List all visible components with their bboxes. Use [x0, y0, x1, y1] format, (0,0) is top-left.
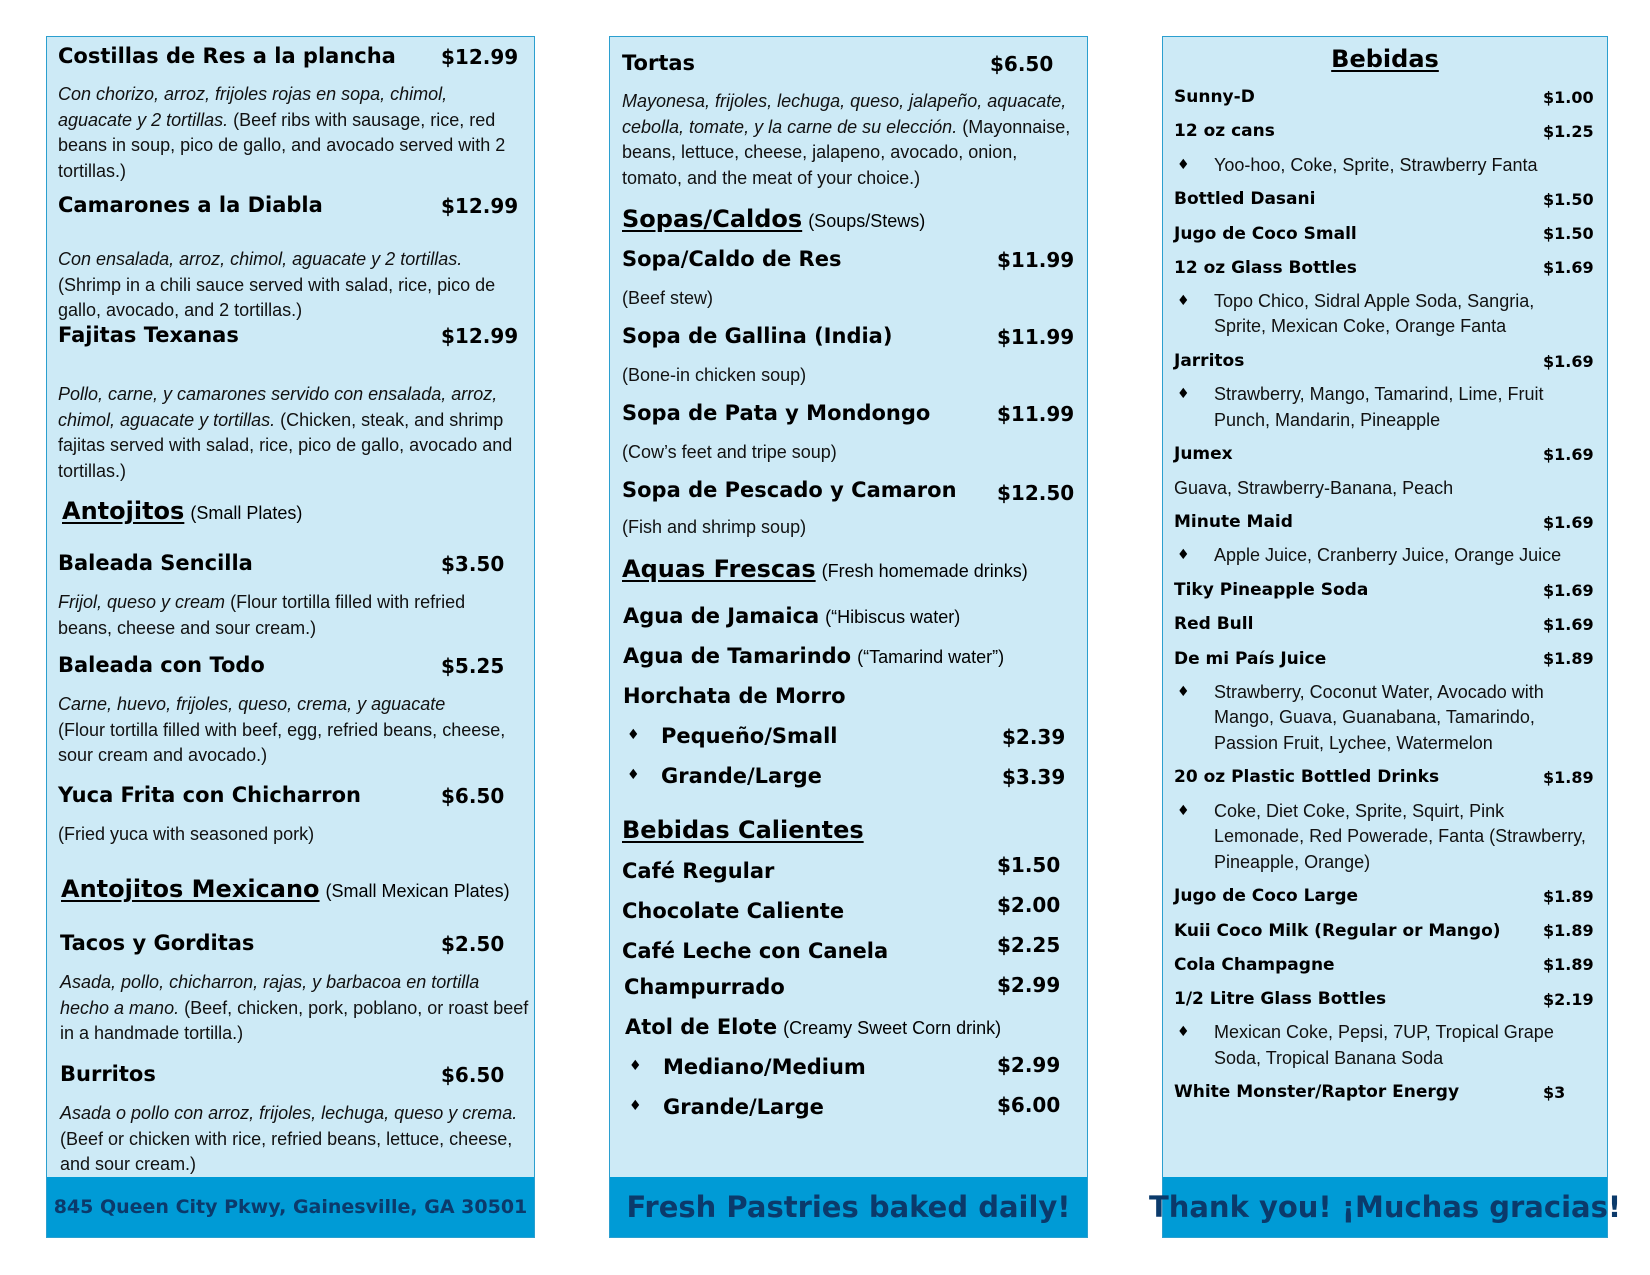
- beverage-name: 12 oz cans: [1174, 121, 1275, 142]
- item-price: $12.99: [441, 324, 519, 348]
- flavor-list: Yoo-hoo, Coke, Sprite, Strawberry Fanta: [1214, 154, 1538, 175]
- beverage-name: Tiky Pineapple Soda: [1174, 580, 1369, 601]
- beverage-flavors: [1174, 472, 1589, 506]
- beverage-row: [1174, 505, 1594, 539]
- beverage-name: De mi País Juice: [1174, 648, 1327, 669]
- beverage-row: [1174, 114, 1594, 148]
- beverage-row: [1174, 607, 1594, 641]
- diamond-bullet-icon: ♦: [627, 727, 640, 743]
- item-description: (Cow’s feet and tripe soup): [622, 442, 837, 462]
- beverage-name: Jarritos: [1174, 351, 1245, 372]
- section-subtitle: (Soups/Stews): [808, 211, 926, 231]
- item-name: Sopa de Gallina (India): [622, 324, 893, 348]
- diamond-bullet-icon: ♦: [629, 1098, 642, 1114]
- item-name: Baleada Sencilla: [58, 551, 253, 575]
- section-subtitle: (Small Mexican Plates): [325, 881, 510, 901]
- desc-english: (Chicken, steak, and shrimp fajitas served with salad, rice, pico de gallo, avocado and tortillas.): [58, 409, 513, 481]
- beverage-row: [1174, 251, 1594, 285]
- item-name: Champurrado: [624, 975, 785, 999]
- footer-address: 845 Queen City Pkwy, Gainesville, GA 30501: [47, 1177, 534, 1237]
- beverage-name: Cola Champagne: [1174, 954, 1335, 975]
- item-description: [58, 590, 518, 641]
- beverage-row: [1174, 573, 1594, 607]
- section-heading-bebidas-calientes: Bebidas Calientes: [622, 816, 864, 844]
- drink-note: (Creamy Sweet Corn drink): [783, 1018, 1002, 1038]
- item-price: $2.50: [441, 932, 505, 956]
- beverage-row: [1174, 982, 1594, 1016]
- footer-thank-you: Thank you! ¡Muchas gracias!: [1163, 1177, 1607, 1237]
- diamond-bullet-icon: ♦: [1177, 386, 1190, 403]
- item-price: $12.99: [441, 194, 519, 218]
- beverage-name: Jugo de Coco Small: [1174, 223, 1357, 244]
- beverage-price: $1.25: [1543, 121, 1594, 141]
- beverage-row: [1174, 437, 1594, 471]
- section-title: Aquas Frescas: [622, 555, 816, 583]
- drink-note: (“Tamarind water”): [857, 647, 1005, 667]
- flavor-list: Apple Juice, Cranberry Juice, Orange Juice: [1214, 545, 1562, 566]
- item-description: (Fish and shrimp soup): [622, 517, 807, 537]
- size-price: $2.99: [997, 1053, 1061, 1077]
- beverage-name: Red Bull: [1174, 614, 1254, 635]
- drink-name: [623, 644, 1004, 668]
- beverage-row: [1174, 879, 1594, 913]
- section-heading-bebidas: [1163, 45, 1607, 73]
- desc-english: (Shrimp in a chili sauce served with salad, rice, pico de gallo, avocado, and 2 tortillas.): [58, 274, 496, 320]
- item-price: $12.99: [441, 45, 519, 69]
- item-price: $3.50: [441, 552, 505, 576]
- beverage-price: $1.69: [1543, 351, 1594, 371]
- item-price: $2.99: [997, 973, 1061, 997]
- size-name: Mediano/Medium: [663, 1055, 866, 1079]
- size-name: Pequeño/Small: [661, 724, 838, 748]
- beverage-price: $1.69: [1543, 614, 1594, 634]
- item-description: (Fried yuca with seasoned pork): [58, 824, 315, 844]
- drink-name: [625, 1015, 1001, 1039]
- item-name: Café Regular: [622, 859, 775, 883]
- flavor-list: Mexican Coke, Pepsi, 7UP, Tropical Grape Soda, Tropical Banana Soda: [1214, 1022, 1554, 1068]
- item-name: Chocolate Caliente: [622, 899, 845, 923]
- desc-english: (Beef or chicken with rice, refried beans, lettuce, cheese, and sour cream.): [60, 1128, 513, 1174]
- item-description: [58, 82, 518, 184]
- beverage-row: [1174, 1075, 1589, 1109]
- beverage-flavors: [1174, 795, 1589, 880]
- item-name: Café Leche con Canela: [622, 939, 889, 963]
- desc-spanish: Pollo, carne, y camarones servido con ensalada, arroz, chimol, aguacate y tortillas.: [58, 384, 498, 430]
- desc-spanish: Con ensalada, arroz, chimol, aguacate y 2 tortillas.: [58, 249, 463, 269]
- diamond-bullet-icon: ♦: [1177, 683, 1190, 700]
- item-name: Sopa de Pata y Mondongo: [622, 401, 931, 425]
- section-subtitle: (Small Plates): [190, 503, 303, 523]
- flavor-list: Coke, Diet Coke, Sprite, Squirt, Pink Lemonade, Red Powerade, Fanta (Strawberry, Pineapple, Orange): [1214, 800, 1586, 872]
- flavor-list: Topo Chico, Sidral Apple Soda, Sangria, Sprite, Mexican Coke, Orange Fanta: [1214, 290, 1535, 337]
- beverage-price: $1.89: [1543, 955, 1594, 975]
- beverage-price: $1.89: [1543, 921, 1594, 940]
- item-name: Burritos: [60, 1062, 156, 1086]
- section-heading-antojitos: [62, 497, 302, 525]
- item-name: Tacos y Gorditas: [60, 931, 255, 955]
- diamond-bullet-icon: ♦: [1177, 547, 1190, 564]
- beverage-price: $1.89: [1543, 886, 1594, 906]
- section-title: Antojitos Mexicano: [61, 875, 320, 903]
- section-title: Sopas/Caldos: [622, 205, 803, 233]
- footer-pastries-banner: Fresh Pastries baked daily!: [610, 1177, 1087, 1237]
- flavor-list: Strawberry, Coconut Water, Avocado with Mango, Guava, Guanabana, Tamarindo, Passion Fruit, Lychee, Watermelon: [1214, 681, 1544, 753]
- beverage-flavors: [1174, 1016, 1589, 1075]
- beverage-name: 20 oz Plastic Bottled Drinks: [1174, 767, 1440, 788]
- beverage-price: $1.69: [1543, 512, 1594, 532]
- diamond-bullet-icon: ♦: [1177, 802, 1190, 819]
- item-price: $6.50: [441, 1063, 505, 1087]
- item-description: [60, 1101, 520, 1178]
- desc-spanish: Frijol, queso y cream: [58, 592, 226, 612]
- desc-spanish: Mayonesa, frijoles, lechuga, queso, jalapeño, aquacate, cebolla, tomate, y la carne de su elección.: [622, 91, 1067, 137]
- menu-panel-tortas-soups-drinks: [609, 36, 1088, 1238]
- section-heading-aguas-frescas: [622, 555, 1028, 583]
- item-price: $2.00: [997, 893, 1061, 917]
- beverage-list: [1174, 80, 1594, 1110]
- item-description: (Bone-in chicken soup): [622, 365, 807, 385]
- desc-spanish: Asada, pollo, chicharron, rajas, y barbacoa en tortilla hecho a mano.: [60, 972, 480, 1018]
- section-subtitle: (Fresh homemade drinks): [821, 561, 1028, 581]
- menu-panel-entrees: [46, 36, 535, 1238]
- beverage-name: 12 oz Glass Bottles: [1174, 257, 1357, 278]
- beverage-row: [1174, 216, 1594, 250]
- diamond-bullet-icon: ♦: [1177, 1024, 1190, 1041]
- beverage-row: [1174, 641, 1594, 675]
- beverage-price: $1.69: [1543, 258, 1594, 278]
- item-name: Yuca Frita con Chicharron: [58, 783, 361, 807]
- item-price: $11.99: [997, 325, 1075, 349]
- beverage-row: [1174, 182, 1594, 216]
- item-name: Camarones a la Diabla: [58, 193, 323, 217]
- beverage-name: Sunny-D: [1174, 87, 1255, 108]
- flavor-list: Guava, Strawberry-Banana, Peach: [1174, 477, 1454, 498]
- desc-spanish: Asada o pollo con arroz, frijoles, lechuga, queso y crema.: [60, 1103, 518, 1123]
- item-description: [58, 382, 518, 484]
- beverage-row: [1174, 913, 1594, 947]
- item-description: [60, 970, 530, 1047]
- item-price: $5.25: [441, 654, 505, 678]
- desc-spanish: Con chorizo, arroz, frijoles rojas en sopa, chimol, aguacate y 2 tortillas.: [58, 84, 448, 130]
- item-price: $1.50: [997, 853, 1061, 877]
- beverage-price: $2.19: [1543, 989, 1594, 1009]
- item-price: $12.50: [997, 481, 1075, 505]
- section-heading-sopas: [622, 205, 925, 233]
- item-price: $11.99: [997, 402, 1075, 426]
- beverage-flavors: [1174, 149, 1589, 183]
- desc-spanish: Carne, huevo, frijoles, queso, crema, y aguacate: [58, 694, 446, 714]
- item-price: $6.50: [990, 52, 1054, 76]
- beverage-name: Minute Maid: [1174, 512, 1293, 533]
- beverage-name: Jugo de Coco Large: [1174, 886, 1359, 907]
- desc-english: (Flour tortilla filled with beef, egg, refried beans, cheese, sour cream and avocado.): [58, 719, 506, 765]
- drink-note: (“Hibiscus water): [825, 607, 961, 627]
- desc-english: (Beef ribs with sausage, rice, red beans in soup, pico de gallo, and avocado served with 2 tortillas.): [58, 109, 506, 181]
- beverage-price: $1.50: [1543, 224, 1594, 244]
- size-price: $3.39: [1002, 765, 1066, 789]
- item-name: Fajitas Texanas: [58, 323, 239, 347]
- item-price: $2.25: [997, 933, 1061, 957]
- desc-english: (Flour tortilla filled with refried beans, cheese and sour cream.): [58, 592, 466, 638]
- desc-english: (Mayonnaise, beans, lettuce, cheese, jalapeno, avocado, onion, tomato, and the meat of your choice.): [622, 116, 1071, 188]
- diamond-bullet-icon: ♦: [1177, 292, 1190, 309]
- flavor-list: Strawberry, Mango, Tamarind, Lime, Fruit Punch, Mandarin, Pineapple: [1214, 384, 1544, 430]
- menu-panel-bebidas: [1148, 36, 1622, 1238]
- drink-name: [623, 604, 960, 628]
- section-heading-antojitos-mexicano: [61, 875, 510, 903]
- beverage-name: White Monster/Raptor Energy: [1174, 1082, 1460, 1103]
- beverage-price: $1.69: [1543, 580, 1594, 600]
- beverage-name: Kuii Coco Milk (Regular or Mango): [1174, 920, 1501, 941]
- item-description: [58, 692, 518, 769]
- beverage-row: [1174, 948, 1594, 982]
- beverage-price: $3: [1543, 1082, 1566, 1102]
- beverage-row: [1174, 80, 1594, 114]
- size-name: Grande/Large: [663, 1095, 824, 1119]
- drink-title: Agua de Tamarindo: [623, 644, 852, 668]
- item-description: [58, 247, 518, 324]
- desc-english: (Beef, chicken, pork, poblano, or roast beef in a handmade tortilla.): [60, 997, 529, 1043]
- beverage-flavors: [1174, 676, 1589, 761]
- beverage-row: [1174, 760, 1594, 794]
- beverage-price: $1.00: [1543, 87, 1594, 107]
- item-name: Sopa/Caldo de Res: [622, 247, 842, 271]
- item-name: Costillas de Res a la plancha: [58, 44, 396, 68]
- beverage-price: $1.50: [1543, 189, 1594, 209]
- drink-title: Agua de Jamaica: [623, 604, 820, 628]
- section-title: Bebidas: [1331, 45, 1439, 73]
- item-description: [622, 89, 1072, 191]
- diamond-bullet-icon: ♦: [629, 1058, 642, 1074]
- item-name: Sopa de Pescado y Camaron: [622, 478, 957, 502]
- beverage-name: Bottled Dasani: [1174, 189, 1316, 210]
- section-title: Antojitos: [62, 497, 185, 525]
- item-name: Baleada con Todo: [58, 653, 265, 677]
- drink-title: Atol de Elote: [625, 1015, 778, 1039]
- beverage-flavors: [1174, 285, 1589, 344]
- size-price: $6.00: [997, 1093, 1061, 1117]
- drink-name: Horchata de Morro: [623, 684, 846, 708]
- item-price: $11.99: [997, 248, 1075, 272]
- item-name: Tortas: [622, 51, 696, 75]
- item-price: $6.50: [441, 784, 505, 808]
- beverage-flavors: [1174, 539, 1589, 573]
- size-name: Grande/Large: [661, 764, 822, 788]
- beverage-name: Jumex: [1174, 444, 1233, 465]
- item-description: (Beef stew): [622, 288, 714, 308]
- diamond-bullet-icon: ♦: [627, 767, 640, 783]
- diamond-bullet-icon: ♦: [1177, 156, 1190, 173]
- size-price: $2.39: [1002, 725, 1066, 749]
- beverage-flavors: [1174, 378, 1589, 437]
- beverage-price: $1.69: [1543, 444, 1594, 464]
- beverage-price: $1.89: [1543, 767, 1594, 787]
- beverage-name: 1/2 Litre Glass Bottles: [1174, 989, 1387, 1010]
- beverage-row: [1174, 344, 1594, 378]
- beverage-price: $1.89: [1543, 649, 1594, 669]
